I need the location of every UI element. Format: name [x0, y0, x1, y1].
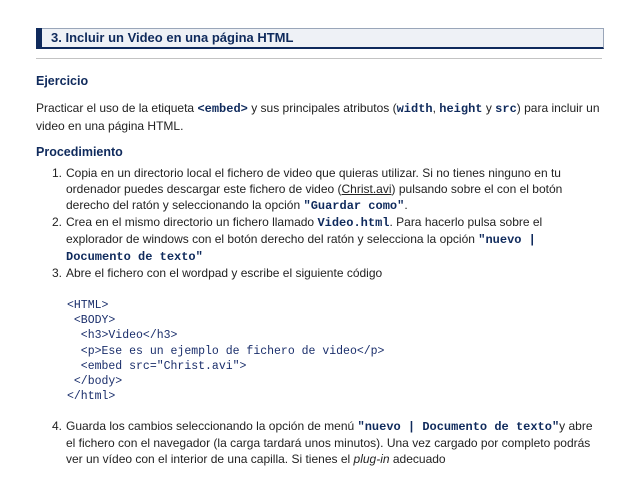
- step-1: [52, 165, 602, 214]
- step-text: Abre el fichero con el wordpad y escribe el siguiente código: [66, 266, 383, 280]
- step-number: 4.: [52, 419, 63, 433]
- exercise-text: ) para incluir un video en una página HTML.: [36, 101, 600, 133]
- step-2: [52, 214, 602, 265]
- divider: [36, 58, 602, 59]
- src-attr: src: [495, 102, 517, 116]
- exercise-text: y: [482, 101, 496, 115]
- height-attr: height: [439, 102, 483, 116]
- new-text-document-option: "nuevo | Documento de texto": [66, 233, 536, 264]
- step-3: [52, 265, 602, 281]
- code-line: <embed src="Christ.avi">: [67, 359, 247, 373]
- step-number: 1.: [52, 166, 63, 180]
- christ-avi-link[interactable]: Christ.avi: [341, 182, 392, 196]
- steps-list-continued: [52, 418, 602, 467]
- plug-in-term: plug-in: [353, 452, 390, 466]
- step-text: adecuado: [389, 452, 446, 466]
- code-line: </html>: [67, 390, 116, 404]
- exercise-text: ,: [432, 101, 440, 115]
- exercise-text: Practicar el uso de la etiqueta: [36, 101, 198, 115]
- step-text: . Para hacerlo pulsa sobre el explorador de windows con el botón derecho del ratón y selecciona la opción: [66, 215, 543, 246]
- exercise-text: y sus principales atributos (: [247, 101, 397, 115]
- code-line: <p>Ese es un ejemplo de fichero de video</p>: [67, 344, 385, 358]
- exercise-heading: Ejercicio: [36, 74, 89, 88]
- code-line: </body>: [67, 375, 123, 389]
- code-line: <BODY>: [67, 314, 116, 328]
- section-title-bar: [36, 28, 604, 49]
- step-number: 2.: [52, 215, 63, 229]
- new-text-document-option: "nuevo | Documento de texto": [357, 420, 560, 434]
- step-text: ) pulsando sobre el con el botón derecho del ratón y seleccionando la opción: [66, 182, 563, 212]
- step-number: 3.: [52, 266, 63, 280]
- video-html-filename: Video.html: [317, 216, 390, 230]
- width-attr: width: [396, 102, 433, 116]
- exercise-paragraph: [36, 100, 602, 135]
- code-block: [67, 298, 384, 404]
- step-4: [52, 418, 602, 467]
- save-as-option: "Guardar como": [303, 199, 405, 213]
- step-text: .: [404, 198, 408, 212]
- steps-list: [52, 165, 602, 281]
- step-text: Copia en un directorio local el fichero de video que quieras utilizar. Si no tienes ninguno en tu ordenador puedes descargar este fichero de video (: [66, 166, 561, 196]
- step-text: Guarda los cambios seleccionando la opción de menú: [66, 419, 358, 433]
- section-title: 3. Incluir un Video en una página HTML: [51, 30, 294, 45]
- code-line: <HTML>: [67, 299, 109, 312]
- embed-tag: <embed>: [197, 102, 248, 116]
- code-line: <h3>Video</h3>: [67, 329, 178, 343]
- step-text: Crea en el mismo directorio un fichero llamado: [66, 215, 318, 229]
- step-text: y abre el fichero con el navegador (la carga tardará unos minutos). Una vez cargado por completo podrás ver un vídeo con el interior de una capilla. Si tienes el: [66, 419, 593, 466]
- procedure-heading: Procedimiento: [36, 145, 123, 159]
